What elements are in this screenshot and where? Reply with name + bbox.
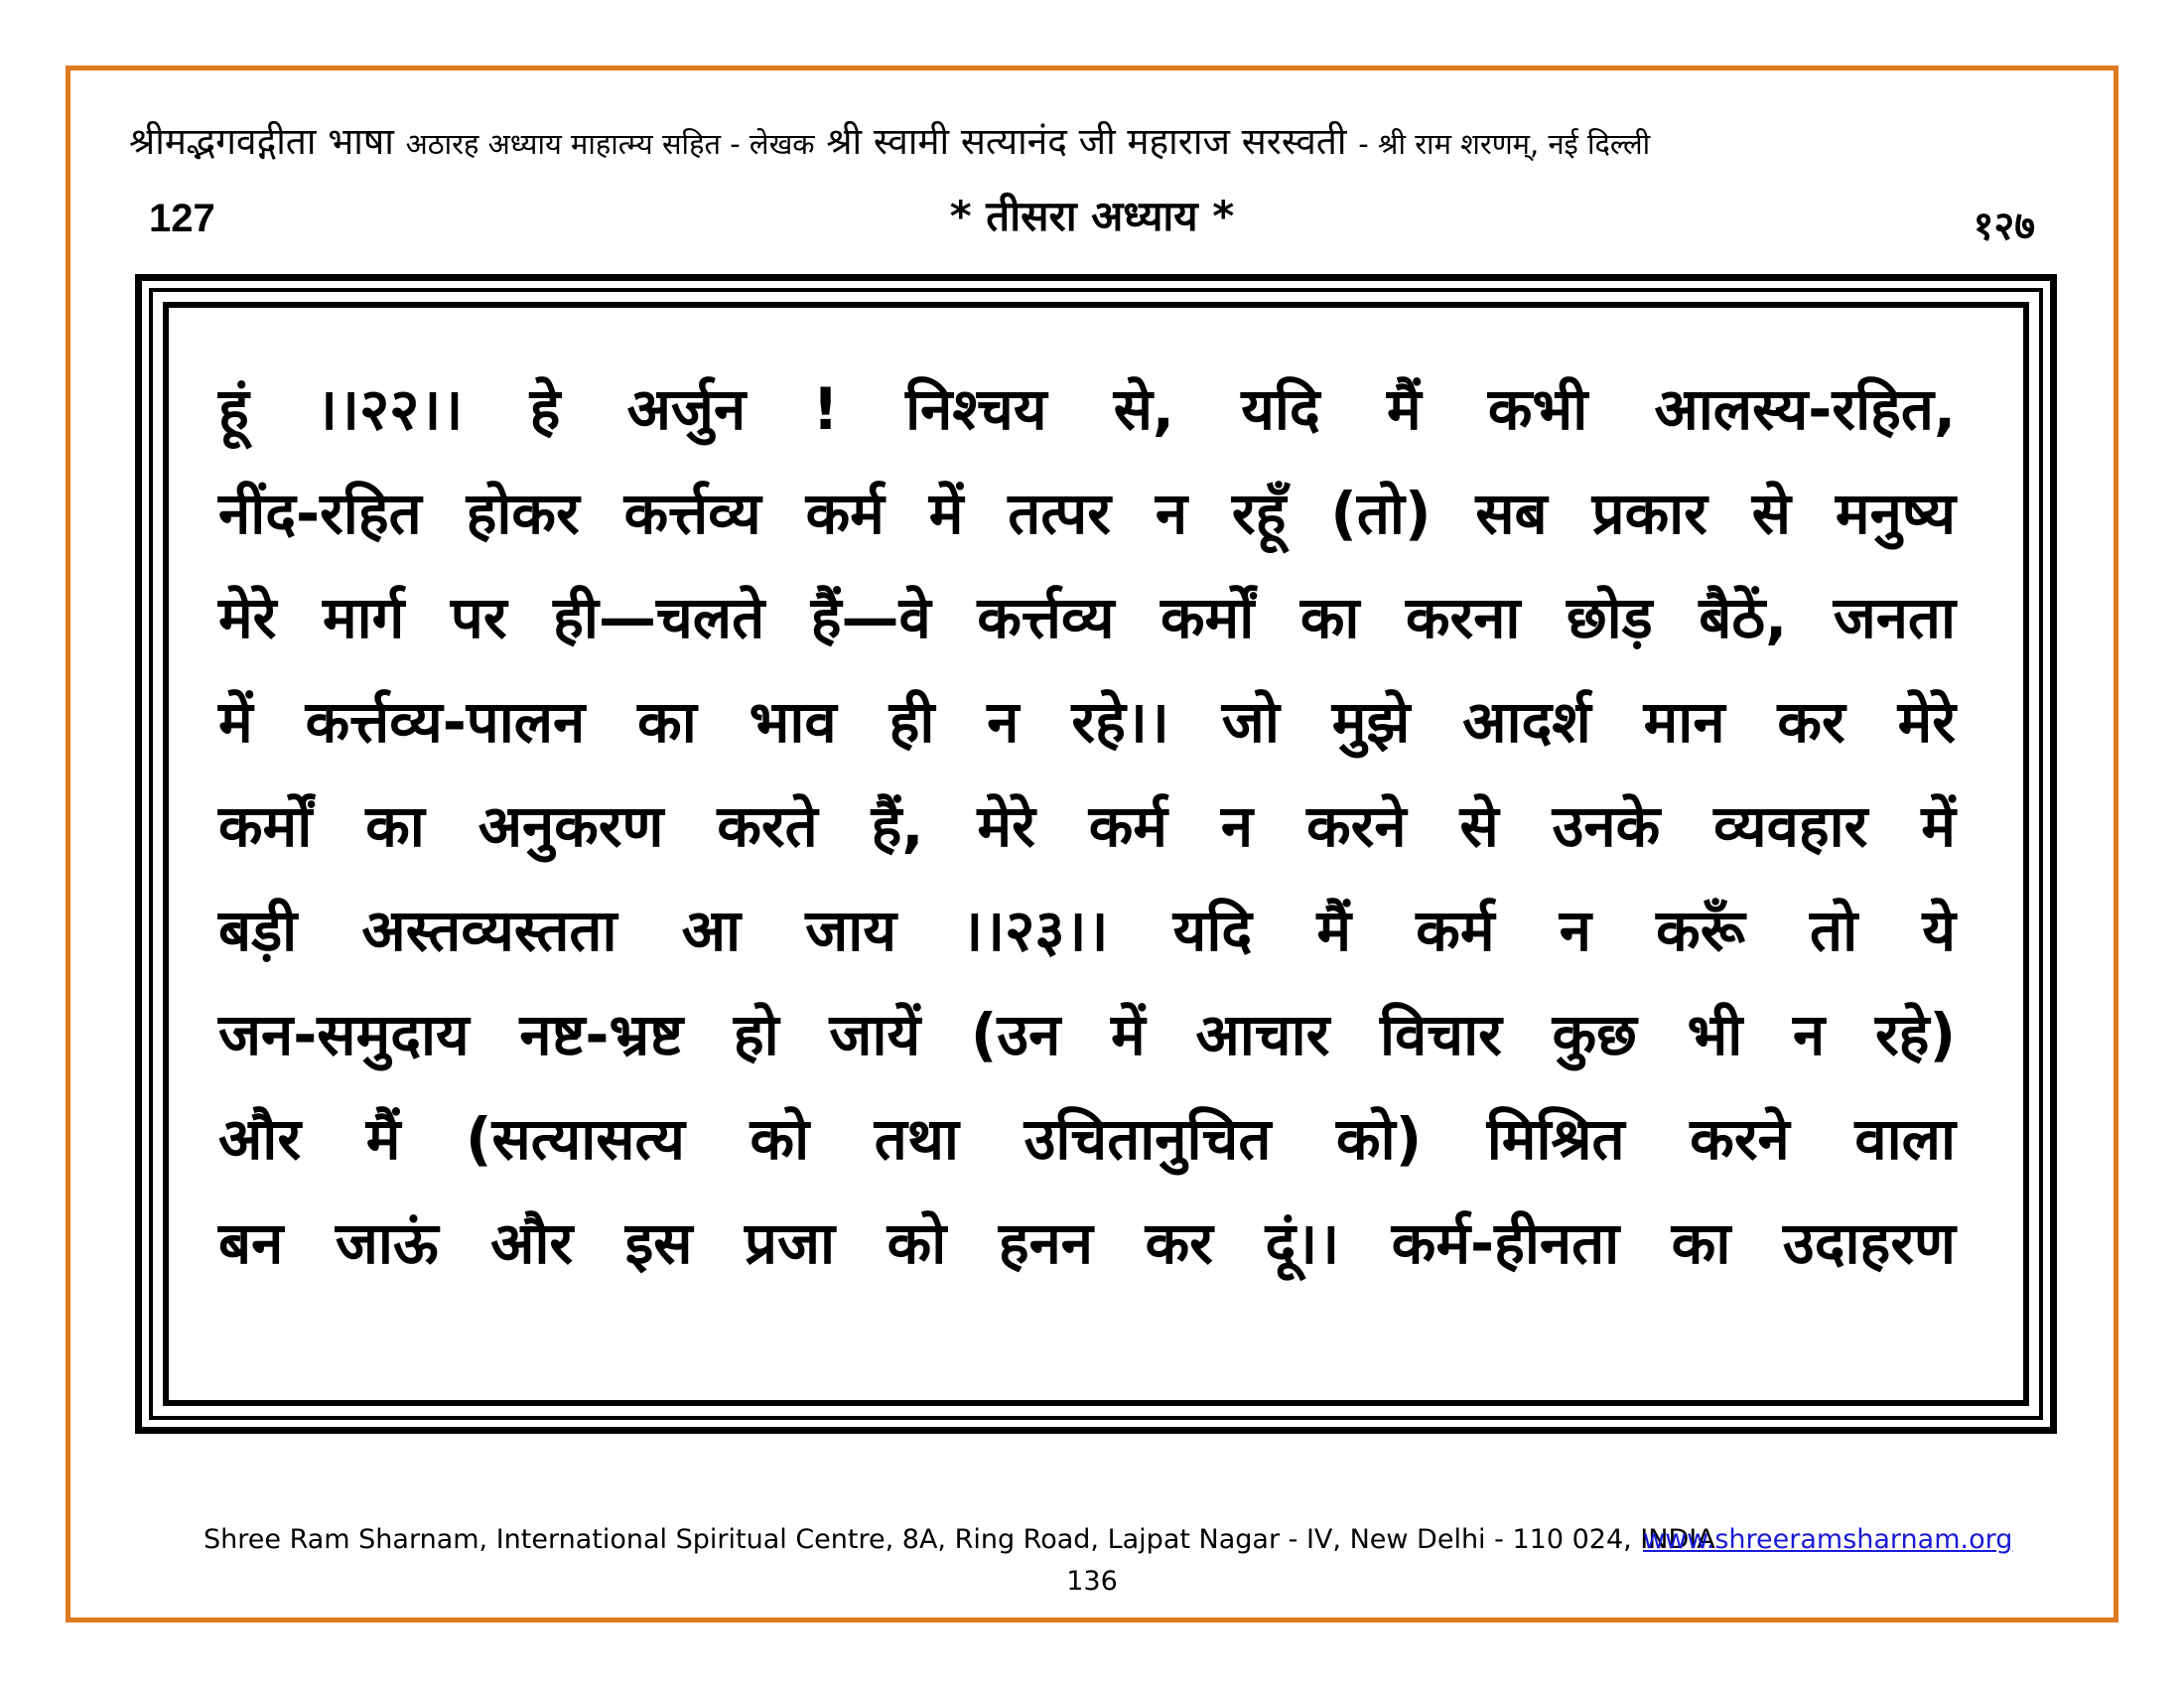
verse-line: और मैं (सत्यासत्य को तथा उचितानुचित को) मिश्रित करने वाला bbox=[218, 1105, 1956, 1173]
website-link[interactable]: www.shreeramsharnam.org bbox=[1643, 1524, 2013, 1555]
footer-address: Shree Ram Sharnam, International Spiritual Centre, 8A, Ring Road, Lajpat Nagar - IV, New Delhi - 110 024, INDIA bbox=[204, 1524, 1715, 1555]
verse-line: में कर्त्तव्य-पालन का भाव ही न रहे।। जो मुझे आदर्श मान कर मेरे bbox=[218, 688, 1956, 756]
verse-line: नींद-रहित होकर कर्त्तव्य कर्म में तत्पर न रहूँ (तो) सब प्रकार से मनुष्य bbox=[218, 480, 1956, 547]
page-header bbox=[129, 117, 2075, 167]
verse-line: बड़ी अस्तव्यस्तता आ जाय ।।२३।। यदि मैं कर्म न करूँ तो ये bbox=[218, 897, 1956, 964]
header-author: श्री स्वामी सत्यानंद जी महाराज सरस्वती bbox=[826, 120, 1347, 163]
page-number-left: 127 bbox=[149, 197, 215, 240]
header-title-sub: अठारह अध्याय माहात्म्य सहित - लेखक bbox=[405, 127, 815, 161]
verse-line: हूं ।।२२।। हे अर्जुन ! निश्चय से, यदि मैं कभी आलस्य-रहित, bbox=[218, 375, 1956, 443]
verse-line: जन-समुदाय नष्ट-भ्रष्ट हो जायें (उन में आचार विचार कुछ भी न रहे) bbox=[218, 1001, 1956, 1068]
chapter-title: * तीसरा अध्याय * bbox=[949, 192, 1235, 240]
verse-line: मेरे मार्ग पर ही—चलते हैं—वे कर्त्तव्य कर्मों का करना छोड़ बैठें, जनता bbox=[218, 584, 1956, 651]
verse-line: बन जाऊं और इस प्रजा को हनन कर दूं।। कर्म-हीनता का उदाहरण bbox=[218, 1209, 1956, 1277]
page-number-right: १२७ bbox=[1973, 204, 2035, 249]
header-publisher: - श्री राम शरणम्, नई दिल्ली bbox=[1358, 127, 1651, 161]
verse-line: कर्मों का अनुकरण करते हैं, मेरे कर्म न करने से उनके व्यवहार में bbox=[218, 792, 1956, 860]
header-title-main: श्रीमद्भगवद्गीता भाषा bbox=[129, 120, 394, 163]
verse-body bbox=[218, 357, 1956, 1296]
footer-page-number: 136 bbox=[1066, 1566, 1118, 1597]
